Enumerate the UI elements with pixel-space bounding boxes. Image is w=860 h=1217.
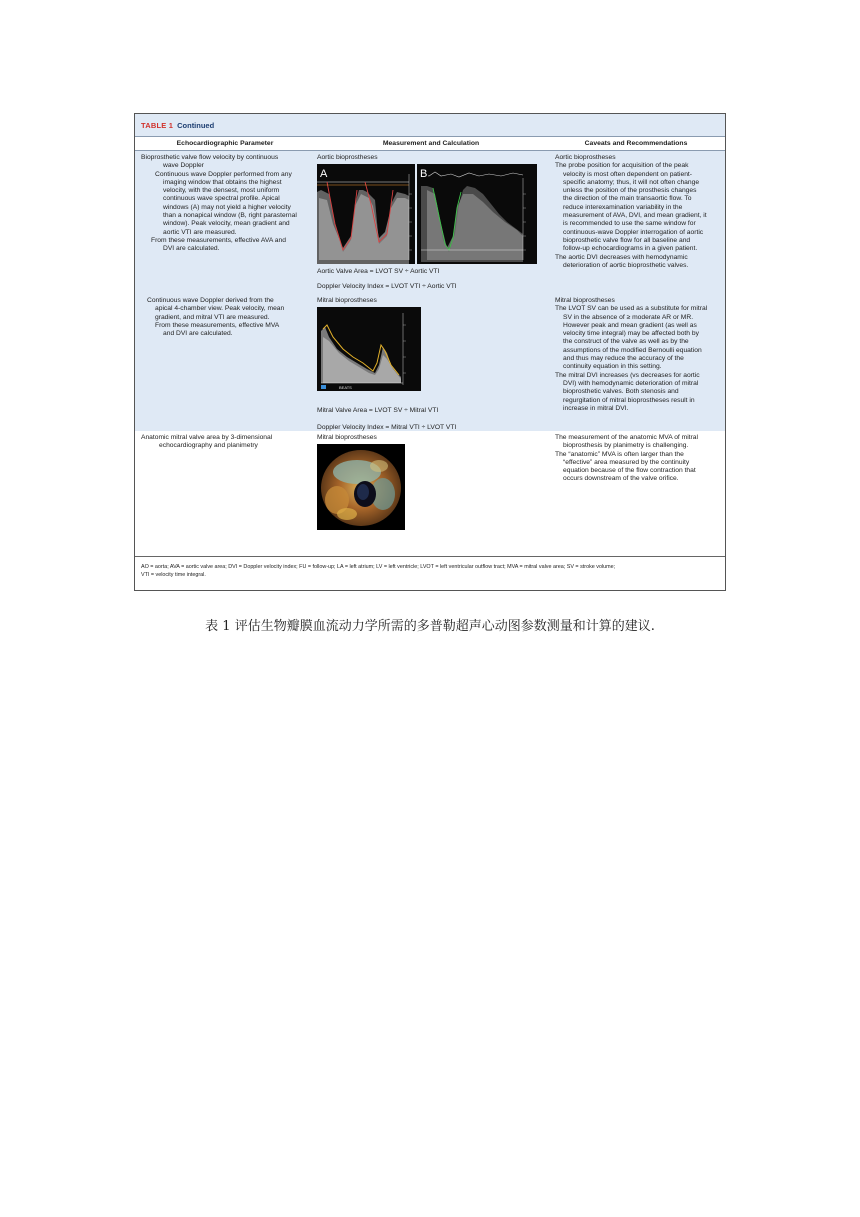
row1-caveat-title: Aortic bioprostheses xyxy=(555,154,616,161)
column-headers xyxy=(135,136,725,151)
aortic-valve-area-equation: Aortic Valve Area = LVOT SV ÷ Aortic VTI xyxy=(317,268,440,276)
row2-caveat-body-b xyxy=(555,380,719,413)
header-measurement: Measurement and Calculation xyxy=(382,140,480,147)
table-footnote xyxy=(135,556,725,590)
line: windows (A) may not yield a higher velocity xyxy=(163,203,291,211)
beats-label: BEATS xyxy=(339,385,352,391)
line: DVI are calculated. xyxy=(163,245,220,253)
row1-param-title: Bioprosthetic valve flow velocity by continuous xyxy=(141,154,279,161)
3d-mitral-valve-image xyxy=(317,444,405,530)
table-title xyxy=(135,114,725,136)
row2-caveats xyxy=(547,294,725,431)
line: and thus may reduce the accuracy of the xyxy=(563,355,684,363)
line: the construct of the valve as well as by the xyxy=(563,338,689,346)
row1-measure-title: Aortic bioprostheses xyxy=(317,154,378,161)
line: follow-up echocardiograms in a given patient. xyxy=(563,245,698,253)
line: apical 4-chamber view. Peak velocity, mean xyxy=(155,305,285,313)
line: the direction of the main transaortic flow. To xyxy=(563,195,692,203)
line: imaging window that obtains the highest xyxy=(163,178,282,186)
mitral-doppler-image xyxy=(317,307,421,391)
line: than a nonapical window (B, right parasternal xyxy=(163,212,297,220)
line: bioprosthetic valves. Both stenosis and xyxy=(563,388,679,396)
panel-a-label: A xyxy=(320,168,328,181)
line: continuous-wave Doppler interrogation of aortic xyxy=(563,228,704,236)
line: From these measurements, effective MVA xyxy=(155,321,280,329)
line: The probe position for acquisition of the peak xyxy=(555,162,689,170)
line: regurgitation of mitral bioprostheses result in xyxy=(563,396,695,404)
line: The measurement of the anatomic MVA of mitral xyxy=(555,434,698,441)
line: Anatomic mitral valve area by 3-dimensional xyxy=(141,434,273,441)
row2-measure-title: Mitral bioprostheses xyxy=(317,297,377,304)
row1-measurement xyxy=(315,151,547,294)
line: occurs downstream of the valve orifice. xyxy=(563,475,679,483)
line: reduce interexamination variability in the xyxy=(563,203,683,211)
table-row-aortic xyxy=(135,151,725,294)
line: SV in the absence of ≥ moderate AR or MR. xyxy=(563,313,694,321)
table-row-mitral xyxy=(135,294,725,431)
row2-caveat-title: Mitral bioprostheses xyxy=(555,297,615,304)
row1-param-desc xyxy=(141,171,311,237)
line: velocity is most often dependent on patient- xyxy=(563,170,692,178)
line: window). Peak velocity, mean gradient and xyxy=(163,220,290,228)
line: equation because of the flow contraction that xyxy=(563,467,696,475)
row2-parameter xyxy=(135,294,315,431)
line: is recommended to use the same window for xyxy=(563,220,696,228)
row1-param-title-cont: wave Doppler xyxy=(163,162,204,170)
row3-measurement xyxy=(315,431,547,553)
header-parameter: Echocardiographic Parameter xyxy=(176,140,274,147)
row3-caveat-body-b xyxy=(555,459,719,484)
aortic-dvi-equation: Doppler Velocity Index = LVOT VTI ÷ Aortic VTI xyxy=(317,282,457,290)
line: deterioration of aortic bioprosthetic valves. xyxy=(563,261,689,269)
line: gradient, and mitral VTI are measured. xyxy=(155,313,270,321)
row1-parameter xyxy=(135,151,315,294)
aortic-doppler-image xyxy=(317,164,537,264)
line: and DVI are calculated. xyxy=(163,330,233,338)
line: continuous wave spectral profile. Apical xyxy=(163,195,280,203)
line: continuity equation in this setting. xyxy=(563,363,662,371)
doppler-panel-b xyxy=(417,164,537,264)
figure-caption: 表 1 评估生物瓣膜血流动力学所需的多普勒超声心动图参数测量和计算的建议. xyxy=(205,619,655,634)
row3-caveats xyxy=(547,431,725,553)
line: unless the position of the prosthesis changes xyxy=(563,187,697,195)
line: bioprosthetic valve flow for all baseline and xyxy=(563,236,691,244)
line: velocity, with the densest, most uniform xyxy=(163,187,280,195)
footnote-line: AO = aorta; AVA = aortic valve area; DVI = Doppler velocity index; FU = follow-up; LA = left atrium; LV = left ventricle; LVOT = left ventricular outflow tract; MVA = mitral valve area; SV = stroke volume; xyxy=(141,564,616,570)
line: specific anatomy; thus, it will not often change xyxy=(563,178,700,186)
row2-measurement xyxy=(315,294,547,431)
row1-param-desc-b xyxy=(141,237,311,254)
line: velocity time integral) may be affected both by xyxy=(563,330,699,338)
line: “effective” area measured by the continuity xyxy=(563,458,690,466)
row2-caveat-body xyxy=(555,314,719,372)
row1-caveat-body xyxy=(555,171,719,254)
line: Continuous wave Doppler derived from the xyxy=(147,297,274,304)
line: measurement of AVA, DVI, and mean gradient, it xyxy=(563,212,707,220)
row1-caveats xyxy=(547,151,725,294)
row3-measure-title: Mitral bioprostheses xyxy=(317,434,377,441)
line: increase in mitral DVI. xyxy=(563,404,629,412)
line: The mitral DVI increases (vs decreases for aortic xyxy=(555,371,700,379)
panel-b-label: B xyxy=(420,168,428,181)
line: bioprosthesis by planimetry is challenging. xyxy=(563,442,689,450)
line: DVI) with hemodynamic deterioration of mitral xyxy=(563,379,699,387)
doppler-panel-a xyxy=(317,164,415,264)
mitral-valve-area-equation: Mitral Valve Area = LVOT SV ÷ Mitral VTI xyxy=(317,407,439,415)
line: echocardiography and planimetry xyxy=(159,442,258,450)
row3-parameter xyxy=(135,431,315,553)
line: From these measurements, effective AVA and xyxy=(151,236,286,244)
line: The “anatomic” MVA is often larger than the xyxy=(555,450,684,458)
line: Continuous wave Doppler performed from any xyxy=(155,170,292,178)
line: However peak and mean gradient (as well as xyxy=(563,321,697,329)
line: assumptions of the modified Bernoulli equation xyxy=(563,346,702,354)
line: The aortic DVI decreases with hemodynamic xyxy=(555,253,688,261)
table-continued: Continued xyxy=(177,121,215,130)
footnote-line: VTI = velocity time integral. xyxy=(141,571,206,578)
table-row-anatomic-mva xyxy=(135,431,725,553)
header-caveats: Caveats and Recommendations xyxy=(584,140,688,147)
table-label: TABLE 1 xyxy=(141,121,174,130)
line: The LVOT SV can be used as a substitute for mitral xyxy=(555,305,708,313)
table-1 xyxy=(134,113,726,591)
line: aortic VTI are measured. xyxy=(163,228,237,236)
mitral-dvi-equation: Doppler Velocity Index = Mitral VTI ÷ LVOT VTI xyxy=(317,423,457,431)
